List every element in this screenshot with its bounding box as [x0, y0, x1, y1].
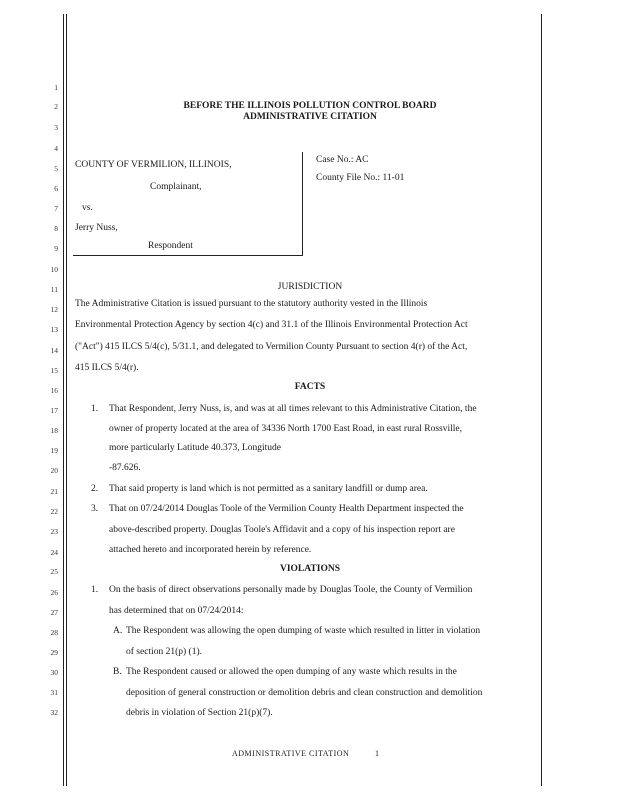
violation-number: 1.	[91, 585, 99, 595]
jurisdiction-line: ("Act") 415 ILCS 5/4(c), 5/31.1, and delegated to Vermilion County Pursuant to section 4(r) of the Act,	[75, 342, 468, 352]
line-number: 20	[50, 466, 58, 475]
line-number: 24	[50, 548, 58, 557]
line-number: 25	[50, 567, 58, 576]
line-number: 21	[50, 487, 58, 496]
respondent-name: Jerry Nuss,	[75, 223, 118, 233]
line-number: 11	[50, 285, 58, 294]
facts-heading: FACTS	[294, 382, 326, 392]
line-number: 2	[54, 102, 58, 111]
respondent-role: Respondent	[148, 241, 193, 251]
violations-heading: VIOLATIONS	[279, 564, 340, 574]
jurisdiction-heading: JURISDICTION	[277, 282, 343, 292]
footer-page-number: 1	[375, 749, 379, 758]
fact-number: 2.	[91, 484, 99, 494]
violation-line: has determined that on 07/24/2014:	[109, 606, 244, 616]
fact-line: more particularly Latitude 40.373, Longitude	[109, 443, 282, 453]
line-number: 12	[50, 305, 58, 314]
line-number: 14	[50, 346, 58, 355]
jurisdiction-line: 415 ILCS 5/4(r).	[75, 363, 139, 373]
line-number: 29	[50, 648, 58, 657]
violation-subitem-line: The Respondent caused or allowed the open dumping of any waste which results in the	[126, 667, 457, 677]
line-number: 1	[54, 83, 58, 92]
line-number: 8	[54, 224, 58, 233]
fact-line: above-described property. Douglas Toole's Affidavit and a copy of his inspection report are	[109, 525, 455, 535]
violation-subitem-line: The Respondent was allowing the open dumping of waste which resulted in litter in violation	[126, 626, 481, 636]
line-number: 26	[50, 588, 58, 597]
fact-number: 3.	[91, 504, 99, 514]
line-number: 10	[50, 265, 58, 274]
line-number: 5	[54, 164, 58, 173]
versus-label: vs.	[82, 203, 93, 213]
violation-subitem-line: of section 21(p) (1).	[126, 647, 202, 657]
court-title: BEFORE THE ILLINOIS POLLUTION CONTROL BOARD	[183, 101, 437, 111]
right-margin-rule	[541, 14, 542, 786]
line-number: 31	[50, 688, 58, 697]
fact-line: That Respondent, Jerry Nuss, is, and was at all times relevant to this Administrative Citation, the	[109, 404, 477, 414]
case-number: Case No.: AC	[316, 155, 369, 165]
line-number: 16	[50, 386, 58, 395]
violation-subitem-line: debris in violation of Section 21(p)(7).	[126, 708, 273, 718]
line-number: 19	[50, 446, 58, 455]
violation-subitem-letter: B.	[113, 667, 122, 677]
fact-number: 1.	[91, 404, 99, 414]
line-number: 23	[50, 527, 58, 536]
fact-line: That said property is land which is not permitted as a sanitary landfill or dump area.	[109, 484, 428, 494]
line-number: 27	[50, 608, 58, 617]
line-number: 7	[54, 204, 58, 213]
line-number: 22	[50, 507, 58, 516]
line-number: 28	[50, 628, 58, 637]
fact-line: That on 07/24/2014 Douglas Toole of the Vermilion County Health Department inspected the	[109, 504, 464, 514]
line-number: 6	[54, 184, 58, 193]
violation-subitem-line: deposition of general construction or demolition debris and clean construction and demolition	[126, 688, 483, 698]
violation-line: On the basis of direct observations personally made by Douglas Toole, the County of Vermilion	[109, 585, 473, 595]
fact-line: -87.626.	[109, 463, 141, 473]
line-number: 18	[50, 426, 58, 435]
line-number: 9	[54, 244, 58, 253]
line-number: 15	[50, 366, 58, 375]
caption-bottom-rule	[73, 255, 302, 256]
complainant-name: COUNTY OF VERMILION, ILLINOIS,	[75, 160, 232, 170]
line-number: 17	[50, 406, 58, 415]
line-number: 13	[50, 325, 58, 334]
county-file-number: County File No.: 11-01	[316, 173, 405, 183]
jurisdiction-line: The Administrative Citation is issued pursuant to the statutory authority vested in the Illinois	[75, 299, 428, 309]
violation-subitem-letter: A.	[113, 626, 123, 636]
line-number: 3	[54, 123, 58, 132]
line-number: 30	[50, 668, 58, 677]
left-margin-rule-outer	[63, 14, 64, 786]
fact-line: owner of property located at the area of 34336 North 1700 East Road, in east rural Rossville,	[109, 424, 462, 434]
line-number: 32	[50, 708, 58, 717]
complainant-role: Complainant,	[150, 182, 202, 192]
document-subtitle: ADMINISTRATIVE CITATION	[243, 112, 377, 122]
jurisdiction-line: Environmental Protection Agency by section 4(c) and 31.1 of the Illinois Environmental Protection Act	[75, 320, 468, 330]
fact-line: attached hereto and incorporated herein by reference.	[109, 545, 312, 555]
caption-divider	[302, 152, 303, 256]
footer-label: ADMINISTRATIVE CITATION	[232, 749, 350, 758]
left-margin-rule-inner	[66, 14, 67, 786]
line-number: 4	[54, 144, 58, 153]
